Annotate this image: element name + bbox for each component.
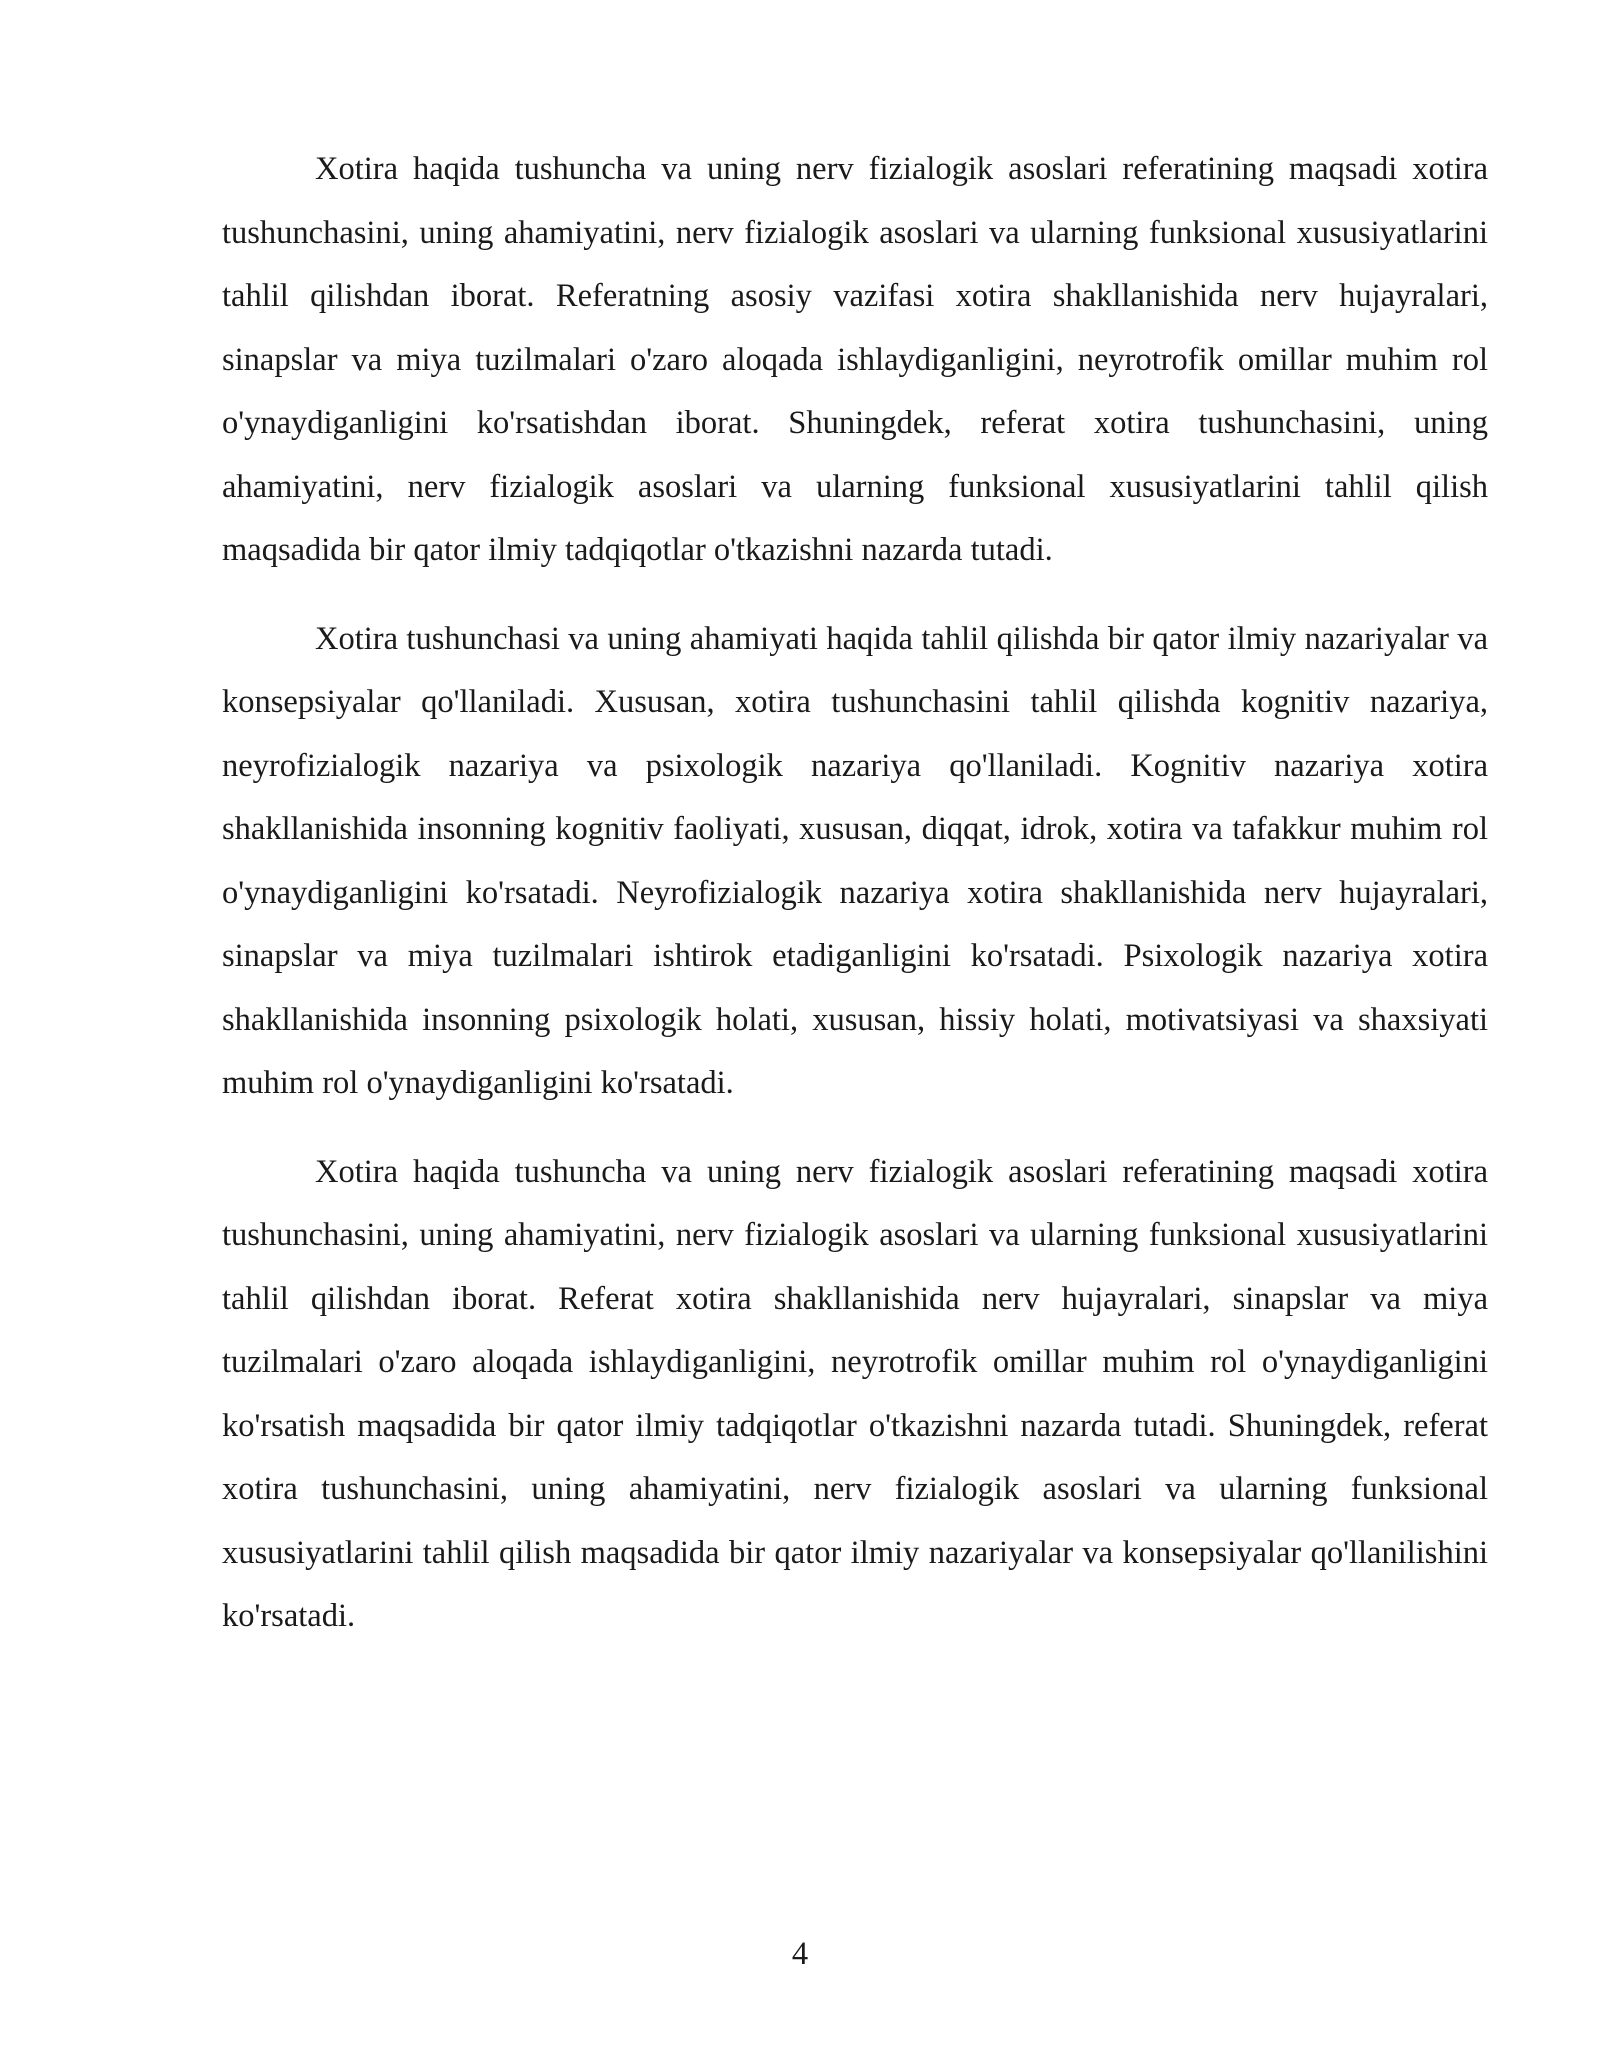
- page-number: 4: [791, 1936, 809, 1972]
- paragraph-3: Xotira haqida tushuncha va uning nerv fizialogik asoslari referatining maqsadi xotira tushunchasini, uning ahamiyatini, nerv fizialogik asoslari va ularning funksional xususiyatlarini tahlil qilishdan iborat. Referat xotira shakllanishida nerv hujayralari, sinapslar va miya tuzilmalari o'zaro aloqada ishlaydiganligini, neyrotrofik omillar muhim rol o'ynaydiganligini ko'rsatish maqsadida bir qator ilmiy tadqiqotlar o'tkazishni nazarda tutadi. Shuningdek, referat xotira tushunchasini, uning ahamiyatini, nerv fizialogik asoslari va ularning funksional xususiyatlarini tahlil qilish maqsadida bir qator ilmiy nazariyalar va konsepsiyalar qo'llanilishini ko'rsatadi.: [222, 1153, 1488, 1634]
- document-body: [222, 138, 1488, 1674]
- paragraph-2: Xotira tushunchasi va uning ahamiyati haqida tahlil qilishda bir qator ilmiy nazariyalar va konsepsiyalar qo'llaniladi. Xususan, xotira tushunchasini tahlil qilishda kognitiv nazariya, neyrofizialogik nazariya va psixologik nazariya qo'llaniladi. Kognitiv nazariya xotira shakllanishida insonning kognitiv faoliyati, xususan, diqqat, idrok, xotira va tafakkur muhim rol o'ynaydiganligini ko'rsatadi. Neyrofizialogik nazariya xotira shakllanishida nerv hujayralari, sinapslar va miya tuzilmalari ishtirok etadiganligini ko'rsatadi. Psixologik nazariya xotira shakllanishida insonning psixologik holati, xususan, hissiy holati, motivatsiyasi va shaxsiyati muhim rol o'ynaydiganligini ko'rsatadi.: [222, 620, 1488, 1101]
- paragraph-1: Xotira haqida tushuncha va uning nerv fizialogik asoslari referatining maqsadi xotira tushunchasini, uning ahamiyatini, nerv fizialogik asoslari va ularning funksional xususiyatlarini tahlil qilishdan iborat. Referatning asosiy vazifasi xotira shakllanishida nerv hujayralari, sinapslar va miya tuzilmalari o'zaro aloqada ishlaydiganligini, neyrotrofik omillar muhim rol o'ynaydiganligini ko'rsatishdan iborat. Shuningdek, referat xotira tushunchasini, uning ahamiyatini, nerv fizialogik asoslari va ularning funksional xususiyatlarini tahlil qilish maqsadida bir qator ilmiy tadqiqotlar o'tkazishni nazarda tutadi.: [222, 151, 1488, 568]
